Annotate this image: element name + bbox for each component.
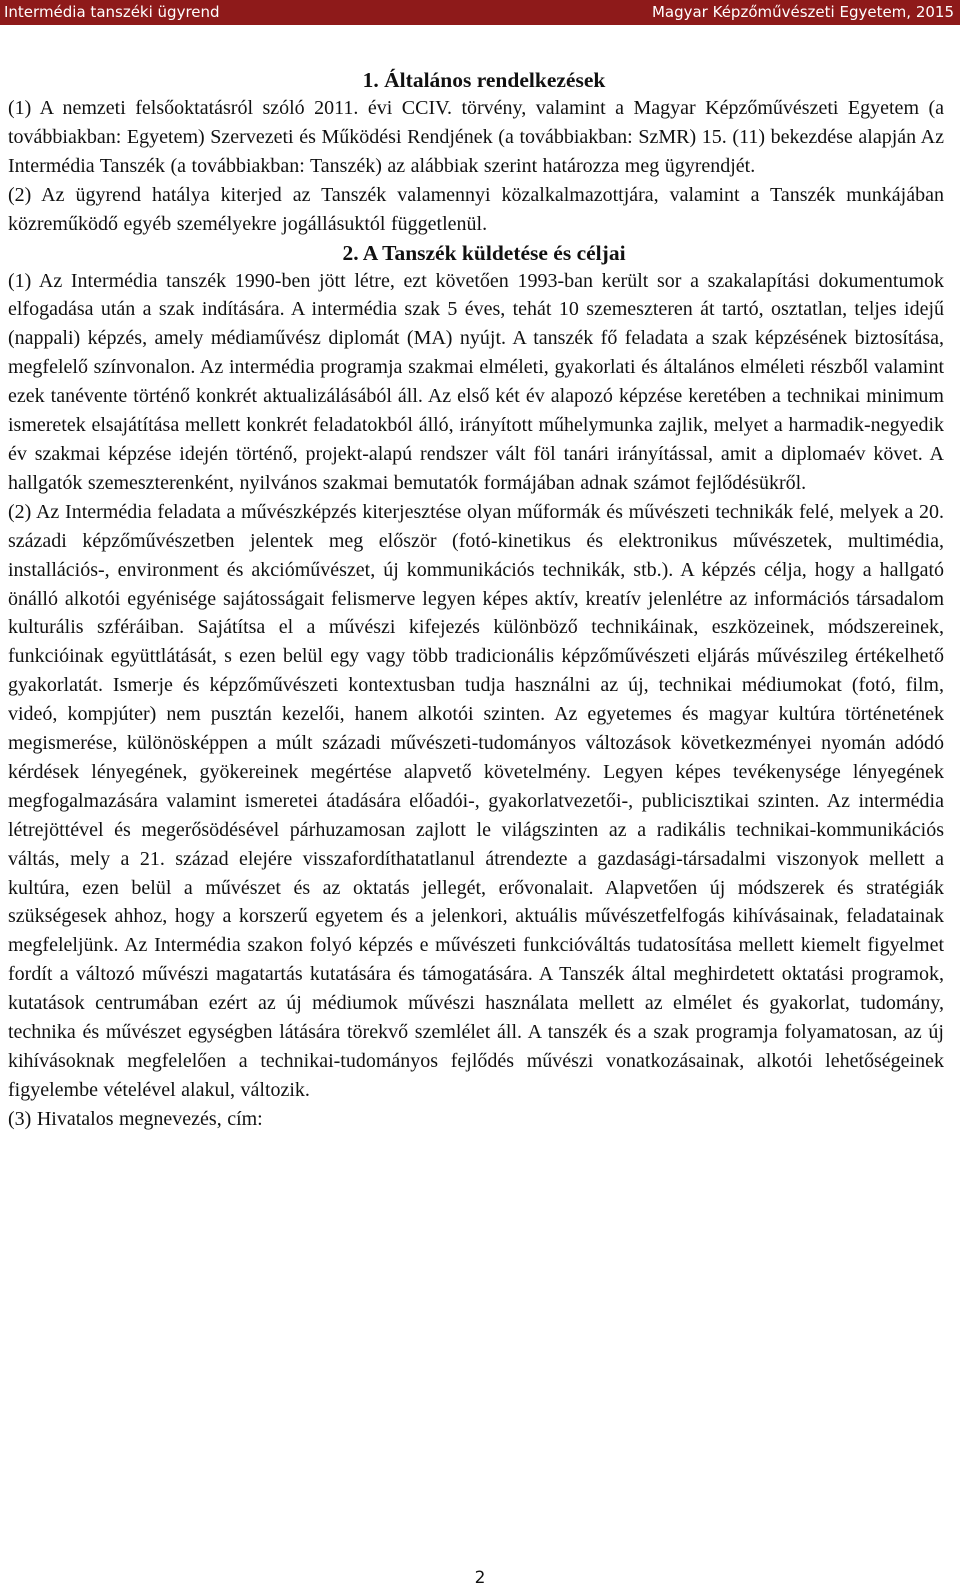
header-institution: Magyar Képzőművészeti Egyetem, 2015 [651, 3, 954, 21]
page-header [0, 0, 960, 25]
section-1-paragraph-2: (2) Az ügyrend hatálya kiterjed az Tanszék valamennyi közalkalmazottjára, valamint a Tanszék munkájában közreműködő egyéb személyekre jogállásuktól függetlenül. [8, 183, 944, 235]
section-2-paragraph-2: (2) Az Intermédia feladata a művészképzés kiterjesztése olyan műformák és művészeti technikák felé, melyek a 20. századi képzőművészetben jelentek meg először (fotó-kinetikus és elektronikus művészetek, multimédia, installációs-, environment és akcióművészet, új kommunikációs technikák, stb.). A képzés célja, hogy a hallgató önálló alkotói egyénisége sajátosságait felismerve legyen képes aktív, kreatív jelenlétre az információs társadalom kulturális szféráiban. Sajátítsa el a művészi kifejezés különböző technikáinak, eszközeinek, módszereinek, funkcióinak együttlátását, s ezen belül egy vagy több tradicionális képzőművészeti eljárás művészileg értékelhető gyakorlatát. Ismerje és képzőművészeti kontextusban tudja használni az új, technikai médiumokat (fotó, film, videó, kompjúter) nem pusztán kezelői, hanem alkotói szinten. Az egyetemes és magyar kultúra történetének megismerése, különösképpen a múlt századi művészeti-tudományos változások következményei nyomán adódó kérdések lényegének, gyökereinek megértése alapvető követelmény. Legyen képes tevékenysége lényegének megfogalmazására valamint ismeretei átadására előadói-, gyakorlatvezetői-, publicisztikai szinten. Az intermédia létrejöttével és megerősödésével párhuzamosan zajlott le világszinten az a radikális technikai-kommunikációs váltás, mely a 21. század elejére visszafordíthatatlanul átrendezte a gazdasági-társadalmi viszonyok mellett a kultúra, ezen belül a művészet és az oktatás jellegét, erővonalait. Alapvetően új módszerek és stratégiák szükségesek ahhoz, hogy a korszerű egyetem és a jelenkori, aktuális művészetfelfogás kihívásainak, feladatainak megfeleljünk. Az Intermédia szakon folyó képzés e művészeti funkcióváltás tudatosítása mellett kiemelt figyelmet fordít a változó művészi magatartás kutatására és támogatására. A Tanszék által meghirdetett oktatási programok, kutatások centrumában ezért az új médiumok művészi használata mellett az elmélet és gyakorlat, tudomány, technika és művészet egységben látására törekvő szemlélet áll. A tanszék és a szak programja folyamatosan, az új kihívásoknak megfelelően a technikai-tudományos fejlődés művészi vonatkozásainak, alkotói lehetőségeinek figyelembe vételével alakul, változik. [8, 500, 944, 1101]
section-1-paragraph-1: (1) A nemzeti felsőoktatásról szóló 2011. évi CCIV. törvény, valamint a Magyar Képzőművészeti Egyetem (a továbbiakban: Egyetem) Szervezeti és Működési Rendjének (a továbbiakban: SzMR) 15. (11) bekezdése alapján Az Intermédia Tanszék (a továbbiakban: Tanszék) az alábbiak szerint határozza meg ügyrendjét. [8, 97, 944, 177]
section-2-title: 2. A Tanszék küldetése és céljai [342, 240, 626, 265]
section-1-title: 1. Általános rendelkezések [362, 68, 606, 92]
section-2-paragraph-3: (3) Hivatalos megnevezés, cím: [8, 1107, 263, 1130]
page-number: 2 [474, 1568, 486, 1588]
section-2-paragraph-1: (1) Az Intermédia tanszék 1990-ben jött létre, ezt követően 1993-ban került sor a szakalapítási dokumentumok elfogadása után a szak indítására. A intermédia szak 5 éves, tehát 10 szemeszteren át tartó, osztatlan, teljes idejű (nappali) képzés, amely médiaművész diplomát (MA) nyújt. A tanszék fő feladata a szak képzésének biztosítása, megfelelő színvonalon. Az intermédia programja szakmai elméleti, gyakorlati és általános elméleti részből valamint ezek tanévente történő konkrét aktualizálásából áll. Az első két év alapozó képzése keretében a technikai minimum ismeretek elsajátítása mellett konkrét feladatokból álló, irányított műhelymunka zajlik, melyet a harmadik-negyedik év szakmai képzése idején történő, projekt-alapú rendszer vált föl tanári irányítással, amit a diplomaév követ. A hallgatók szemeszterenként, nyilvános szakmai bemutatók formájában adnak számot fejlődésükről. [8, 269, 944, 494]
header-document-title: Intermédia tanszéki ügyrend [4, 3, 220, 21]
document-body [8, 66, 944, 1134]
